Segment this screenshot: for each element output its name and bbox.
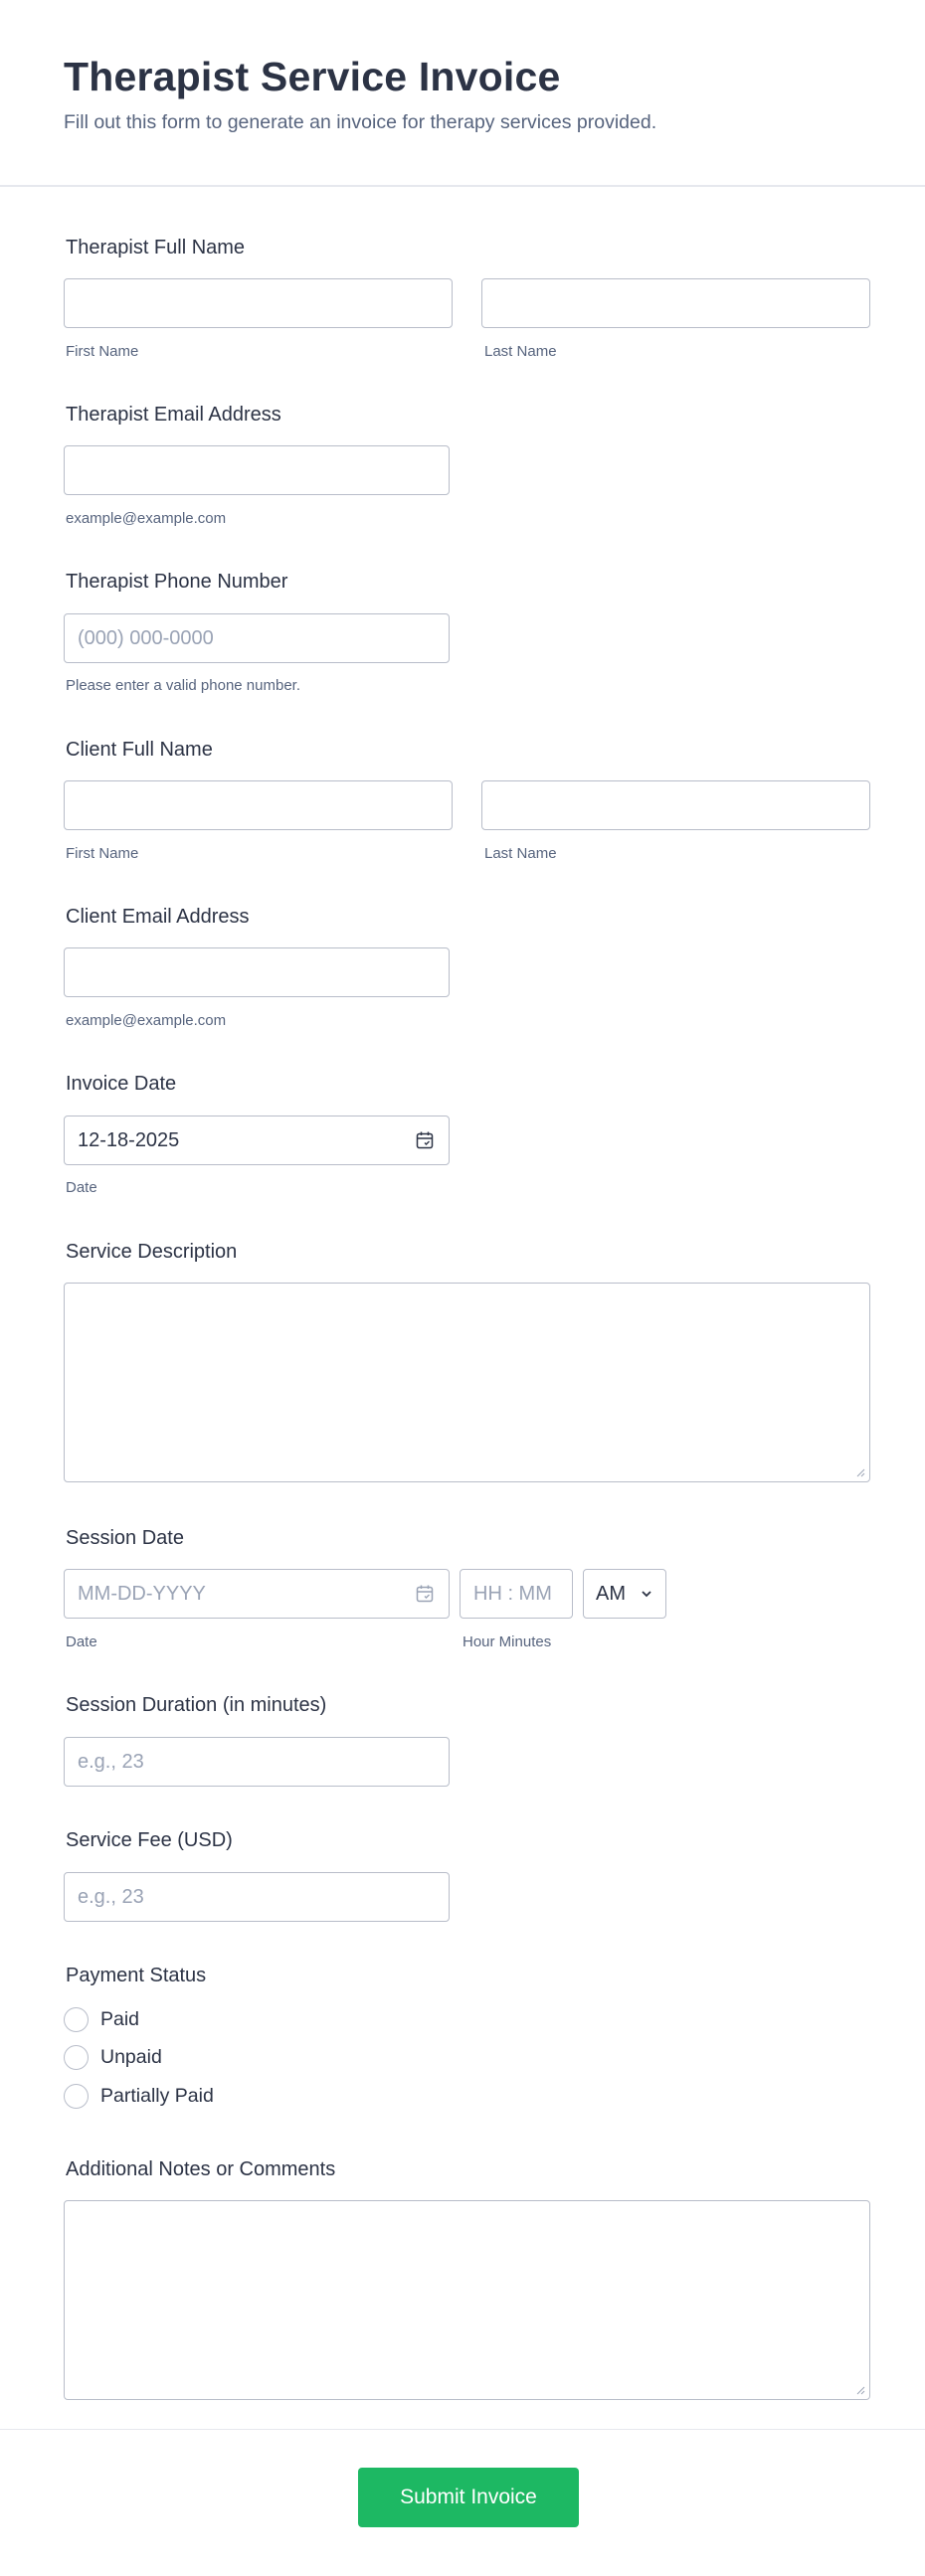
- service-description-textarea[interactable]: [64, 1283, 870, 1482]
- therapist-first-name-input[interactable]: [64, 278, 453, 328]
- service-fee-label: Service Fee (USD): [66, 1829, 233, 1851]
- therapist-phone-label: Therapist Phone Number: [66, 571, 288, 593]
- session-duration-input[interactable]: e.g., 23: [64, 1737, 450, 1787]
- session-duration-label: Session Duration (in minutes): [66, 1694, 327, 1716]
- calendar-icon[interactable]: [415, 1584, 435, 1604]
- page-title: Therapist Service Invoice: [64, 54, 561, 99]
- therapist-phone-input[interactable]: (000) 000-0000: [64, 613, 450, 663]
- therapist-phone-sublabel: Please enter a valid phone number.: [66, 677, 300, 694]
- radio-label: Partially Paid: [100, 2085, 214, 2107]
- therapist-first-name-sublabel: First Name: [66, 343, 139, 360]
- therapist-name-label: Therapist Full Name: [66, 237, 246, 258]
- payment-status-label: Payment Status: [66, 1965, 207, 1986]
- client-email-sublabel: example@example.com: [66, 1012, 227, 1029]
- submit-invoice-button[interactable]: Submit Invoice: [358, 2468, 579, 2527]
- radio-button[interactable]: [64, 2084, 89, 2109]
- client-first-name-sublabel: First Name: [66, 845, 139, 862]
- additional-notes-label: Additional Notes or Comments: [66, 2158, 336, 2180]
- radio-label: Unpaid: [100, 2046, 162, 2068]
- calendar-icon[interactable]: [415, 1130, 435, 1150]
- radio-label: Paid: [100, 2008, 140, 2030]
- therapist-last-name-input[interactable]: [481, 278, 870, 328]
- client-email-input[interactable]: [64, 947, 450, 997]
- page-subtitle: Fill out this form to generate an invoice for therapy services provided.: [64, 111, 657, 133]
- session-date-input[interactable]: MM-DD-YYYY: [64, 1569, 450, 1619]
- client-last-name-sublabel: Last Name: [484, 845, 557, 862]
- therapist-email-label: Therapist Email Address: [66, 404, 281, 426]
- therapist-email-sublabel: example@example.com: [66, 510, 227, 527]
- client-last-name-input[interactable]: [481, 780, 870, 830]
- form-header: [0, 0, 925, 187]
- invoice-date-input[interactable]: 12-18-2025: [64, 1116, 450, 1165]
- resize-handle-icon[interactable]: [856, 1468, 865, 1477]
- session-date-sublabel: Date: [66, 1633, 97, 1650]
- radio-option-unpaid[interactable]: [64, 2045, 162, 2070]
- invoice-date-sublabel: Date: [66, 1179, 97, 1196]
- client-name-label: Client Full Name: [66, 739, 213, 761]
- session-time-sublabel: Hour Minutes: [462, 1633, 552, 1650]
- radio-button[interactable]: [64, 2007, 89, 2032]
- therapist-email-input[interactable]: [64, 445, 450, 495]
- resize-handle-icon[interactable]: [856, 2386, 865, 2395]
- radio-option-partially-paid[interactable]: [64, 2084, 214, 2109]
- invoice-date-label: Invoice Date: [66, 1073, 177, 1095]
- additional-notes-textarea[interactable]: [64, 2200, 870, 2400]
- service-description-label: Service Description: [66, 1241, 238, 1263]
- chevron-down-icon: [640, 1587, 653, 1601]
- radio-button[interactable]: [64, 2045, 89, 2070]
- radio-option-paid[interactable]: [64, 2007, 139, 2032]
- client-email-label: Client Email Address: [66, 906, 250, 928]
- client-first-name-input[interactable]: [64, 780, 453, 830]
- ampm-select[interactable]: AM: [583, 1569, 666, 1619]
- service-fee-input[interactable]: e.g., 23: [64, 1872, 450, 1922]
- form-footer: [0, 2429, 925, 2576]
- session-time-input[interactable]: HH : MM: [460, 1569, 573, 1619]
- therapist-last-name-sublabel: Last Name: [484, 343, 557, 360]
- session-date-label: Session Date: [66, 1527, 184, 1549]
